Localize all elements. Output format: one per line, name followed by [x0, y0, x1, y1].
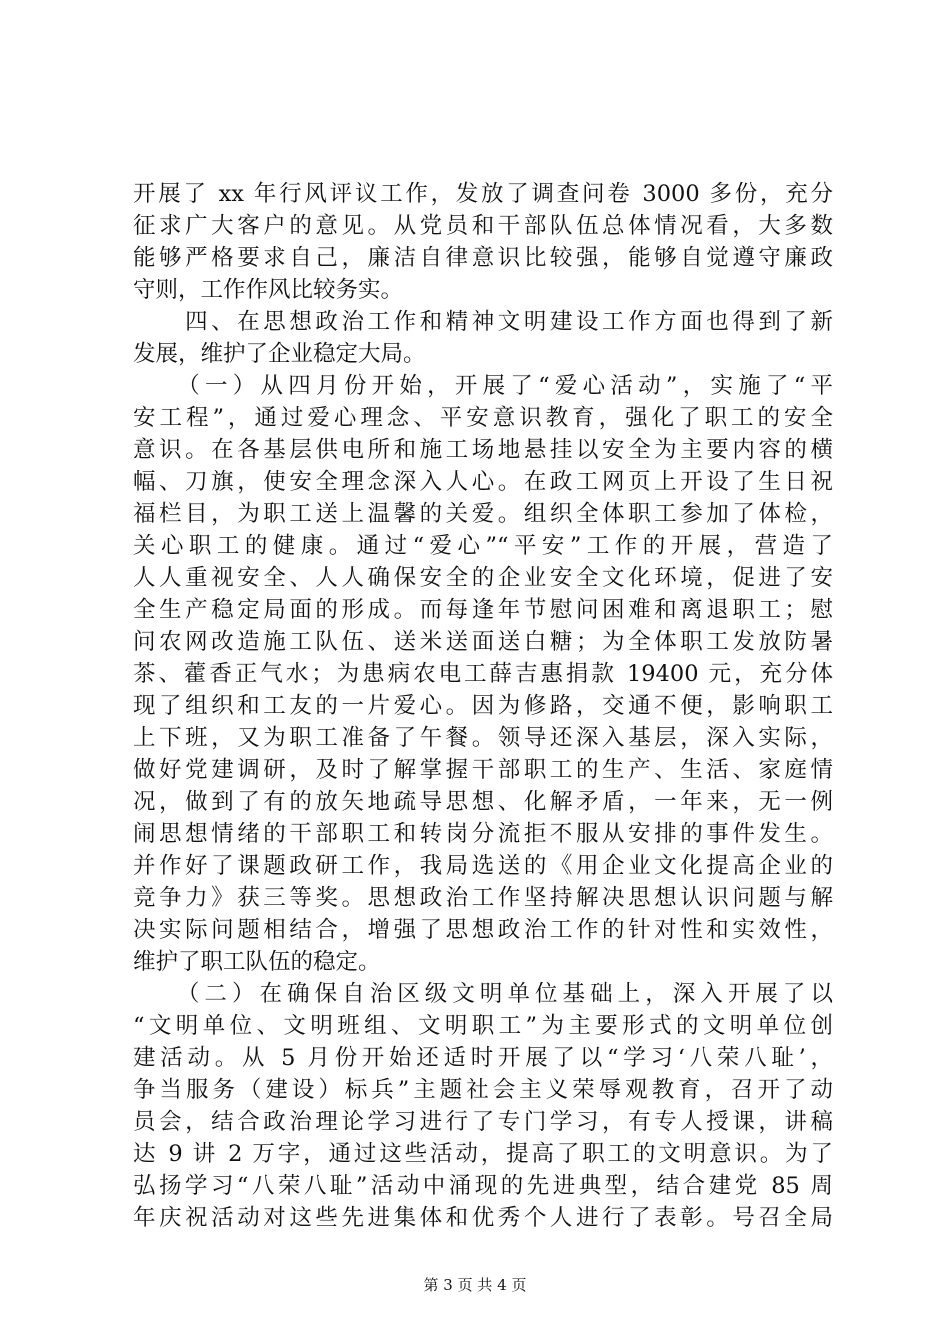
text-line: 达 9 讲 2 万字，通过这些活动，提高了职工的文明意识。为了 — [133, 1141, 833, 1167]
text-line: （一）从四月份开始，开展了“爱心活动”，实施了“平 — [133, 373, 833, 399]
text-line: 安工程”，通过爱心理念、平安意识教育，强化了职工的安全 — [133, 405, 833, 431]
text-line: 人人重视安全、人人确保安全的企业安全文化环境，促进了安 — [133, 565, 833, 591]
text-line: 闹思想情绪的干部职工和转岗分流拒不服从安排的事件发生。 — [133, 821, 833, 847]
document-body — [133, 178, 833, 1234]
text-line: 能够严格要求自己，廉洁自律意识比较强，能够自觉遵守廉政 — [133, 245, 833, 271]
text-line: 四、在思想政治工作和精神文明建设工作方面也得到了新 — [133, 309, 833, 335]
text-line: 竞争力》获三等奖。思想政治工作坚持解决思想认识问题与解 — [133, 885, 833, 911]
text-line: 年庆祝活动对这些先进集体和优秀个人进行了表彰。号召全局 — [133, 1205, 833, 1231]
text-line: 发展，维护了企业稳定大局。 — [133, 341, 426, 367]
text-line: （二）在确保自治区级文明单位基础上，深入开展了以 — [133, 981, 833, 1007]
text-line: 员会，结合政治理论学习进行了专门学习，有专人授课，讲稿 — [133, 1109, 833, 1135]
text-line: “文明单位、文明班组、文明职工”为主要形式的文明单位创 — [133, 1013, 833, 1039]
text-line: 开展了 xx 年行风评议工作，发放了调查问卷 3000 多份，充分 — [133, 181, 833, 207]
text-line: 并作好了课题政研工作，我局选送的《用企业文化提高企业的 — [133, 853, 833, 879]
text-line: 维护了职工队伍的稳定。 — [133, 949, 381, 975]
text-line: 上下班，又为职工准备了午餐。领导还深入基层，深入实际， — [133, 725, 833, 751]
page-footer: 第 3 页 共 4 页 — [423, 1276, 527, 1294]
text-line: 现了组织和工友的一片爱心。因为修路，交通不便，影响职工 — [133, 693, 833, 719]
text-line: 福栏目，为职工送上温馨的关爱。组织全体职工参加了体检， — [133, 501, 833, 527]
text-line: 意识。在各基层供电所和施工场地悬挂以安全为主要内容的横 — [133, 437, 833, 463]
text-line: 关心职工的健康。通过“爱心”“平安”工作的开展，营造了 — [133, 533, 833, 559]
text-line: 决实际问题相结合，增强了思想政治工作的针对性和实效性， — [133, 917, 833, 943]
text-line: 征求广大客户的意见。从党员和干部队伍总体情况看，大多数 — [133, 213, 833, 239]
text-line: 争当服务（建设）标兵”主题社会主义荣辱观教育，召开了动 — [133, 1077, 833, 1103]
text-line: 全生产稳定局面的形成。而每逢年节慰问困难和离退职工；慰 — [133, 597, 833, 623]
text-line: 做好党建调研，及时了解掌握干部职工的生产、生活、家庭情 — [133, 757, 833, 783]
text-line: 茶、藿香正气水；为患病农电工薛吉惠捐款 19400 元，充分体 — [133, 661, 833, 687]
text-line: 幅、刀旗，使安全理念深入人心。在政工网页上开设了生日祝 — [133, 469, 833, 495]
text-line: 问农网改造施工队伍、送米送面送白糖；为全体职工发放防暑 — [133, 629, 833, 655]
text-line: 弘扬学习“八荣八耻”活动中涌现的先进典型，结合建党 85 周 — [133, 1173, 833, 1199]
text-line: 况，做到了有的放矢地疏导思想、化解矛盾，一年来，无一例 — [133, 789, 833, 815]
text-line: 守则，工作作风比较务实。 — [133, 277, 404, 303]
text-line: 建活动。从 5 月份开始还适时开展了以“学习‘八荣八耻’， — [133, 1045, 833, 1071]
